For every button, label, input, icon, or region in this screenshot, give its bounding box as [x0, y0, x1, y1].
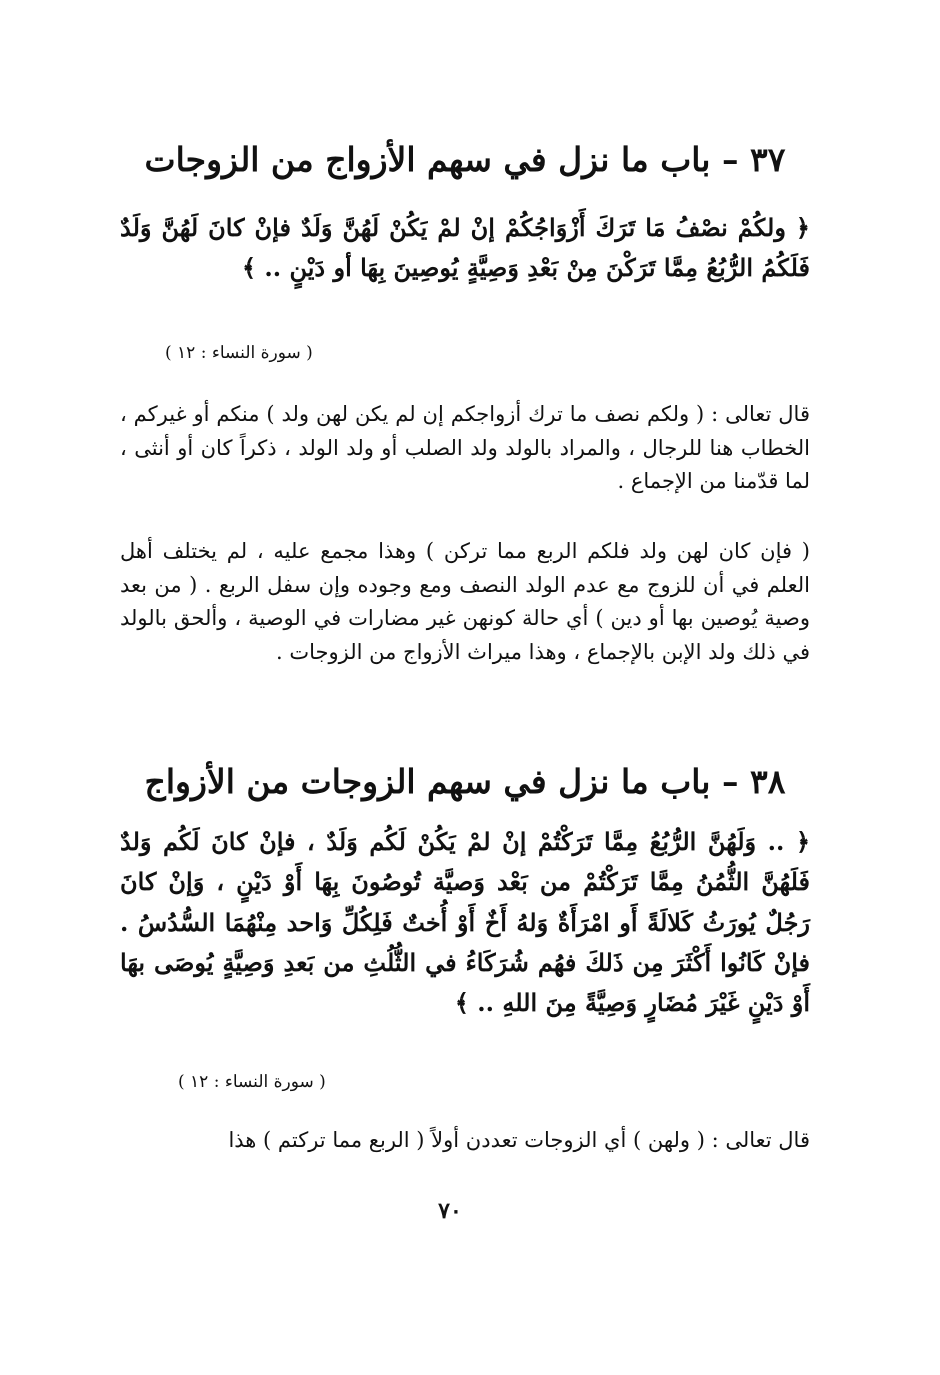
section-38-verse: ﴿ .. وَلَهُنَّ الرُّبُعُ مِمَّا تَرَكْتُمْ إنْ لمْ يَكُنْ لَكُم وَلَدٌ ، فإنْ كانَ لَكُم وَلدٌ فَلَهُنَّ الثُّمُنُ مِمَّا تَرَكْتُمْ من بَعْد وَصيَّة تُوصُونَ بِهَا أَوْ دَيْنٍ ، وَإنْ كانَ رَجُلٌ يُورَثُ كَلالَةً أَو امْرَأَةٌ وَلهُ أَخٌ أَوْ أُختٌ فَلِكُلِّ وَاحد مِنْهُمَا السُّدُسُ . فإنْ كَانُوا أَكْثَرَ مِن ذَلكَ فهُم شُرَكَاءُ في الثُّلُثِ من بَعدِ وَصِيَّةٍ يُوصَى بهَا أَوْ دَيْنٍ غَيْرَ مُضَارٍ وَصِيَّةً مِنَ اللهِ .. ﴾: [120, 827, 811, 1018]
page-number: ٧٠: [438, 1198, 462, 1224]
section-38-reference: ( سورة النساء : ١٢ ): [178, 1072, 326, 1092]
section-38-heading: ٣٨ – باب ما نزل في سهم الزوجات من الأزواج: [144, 762, 786, 801]
section-37-reference: ( سورة النساء : ١٢ ): [165, 343, 313, 363]
section-37-verse: ﴿ ولكُمْ نصْفُ مَا تَرَكَ أَزْوَاجُكُمْ إنْ لمْ يَكُنْ لَهُنَّ وَلَدٌ فإنْ كانَ لَهُنَّ وَلَدٌ فَلَكُمُ الرُّبُعُ مِمَّا تَرَكْنَ مِنْ بَعْدِ وَصِيَّةٍ يُوصِينَ بِهَا أو دَيْنٍ .. ﴾: [120, 213, 810, 283]
section-37-heading: ٣٧ – باب ما نزل في سهم الأزواج من الزوجات: [144, 140, 786, 179]
section-38-paragraph-1: قال تعالى : ( ولهن ) أي الزوجات تعددن أولاً ( الربع مما تركتم ) هذا: [228, 1128, 810, 1152]
section-37-paragraph-1: قال تعالى : ( ولكم نصف ما ترك أزواجكم إن لم يكن لهن ولد ) منكم أو غيركم ، الخطاب هنا للرجال ، والمراد بالولد ولد الصلب أو ولد الولد ، ذكراً كان أو أنثى ، لما قدّمنا من الإجماع .: [120, 402, 810, 494]
section-37-paragraph-2: ( فإن كان لهن ولد فلكم الربع مما تركن ) وهذا مجمع عليه ، لم يختلف أهل العلم في أن للزوج مع عدم الولد النصف ومع وجوده وإن سفل الربع . ( من بعد وصية يُوصين بها أو دين ) أي حالة كونهن غير مضارات في الوصية ، وألحق بالولد في ذلك ولد الإبن بالإجماع ، وهذا ميراث الأزواج من الزوجات .: [120, 539, 810, 664]
